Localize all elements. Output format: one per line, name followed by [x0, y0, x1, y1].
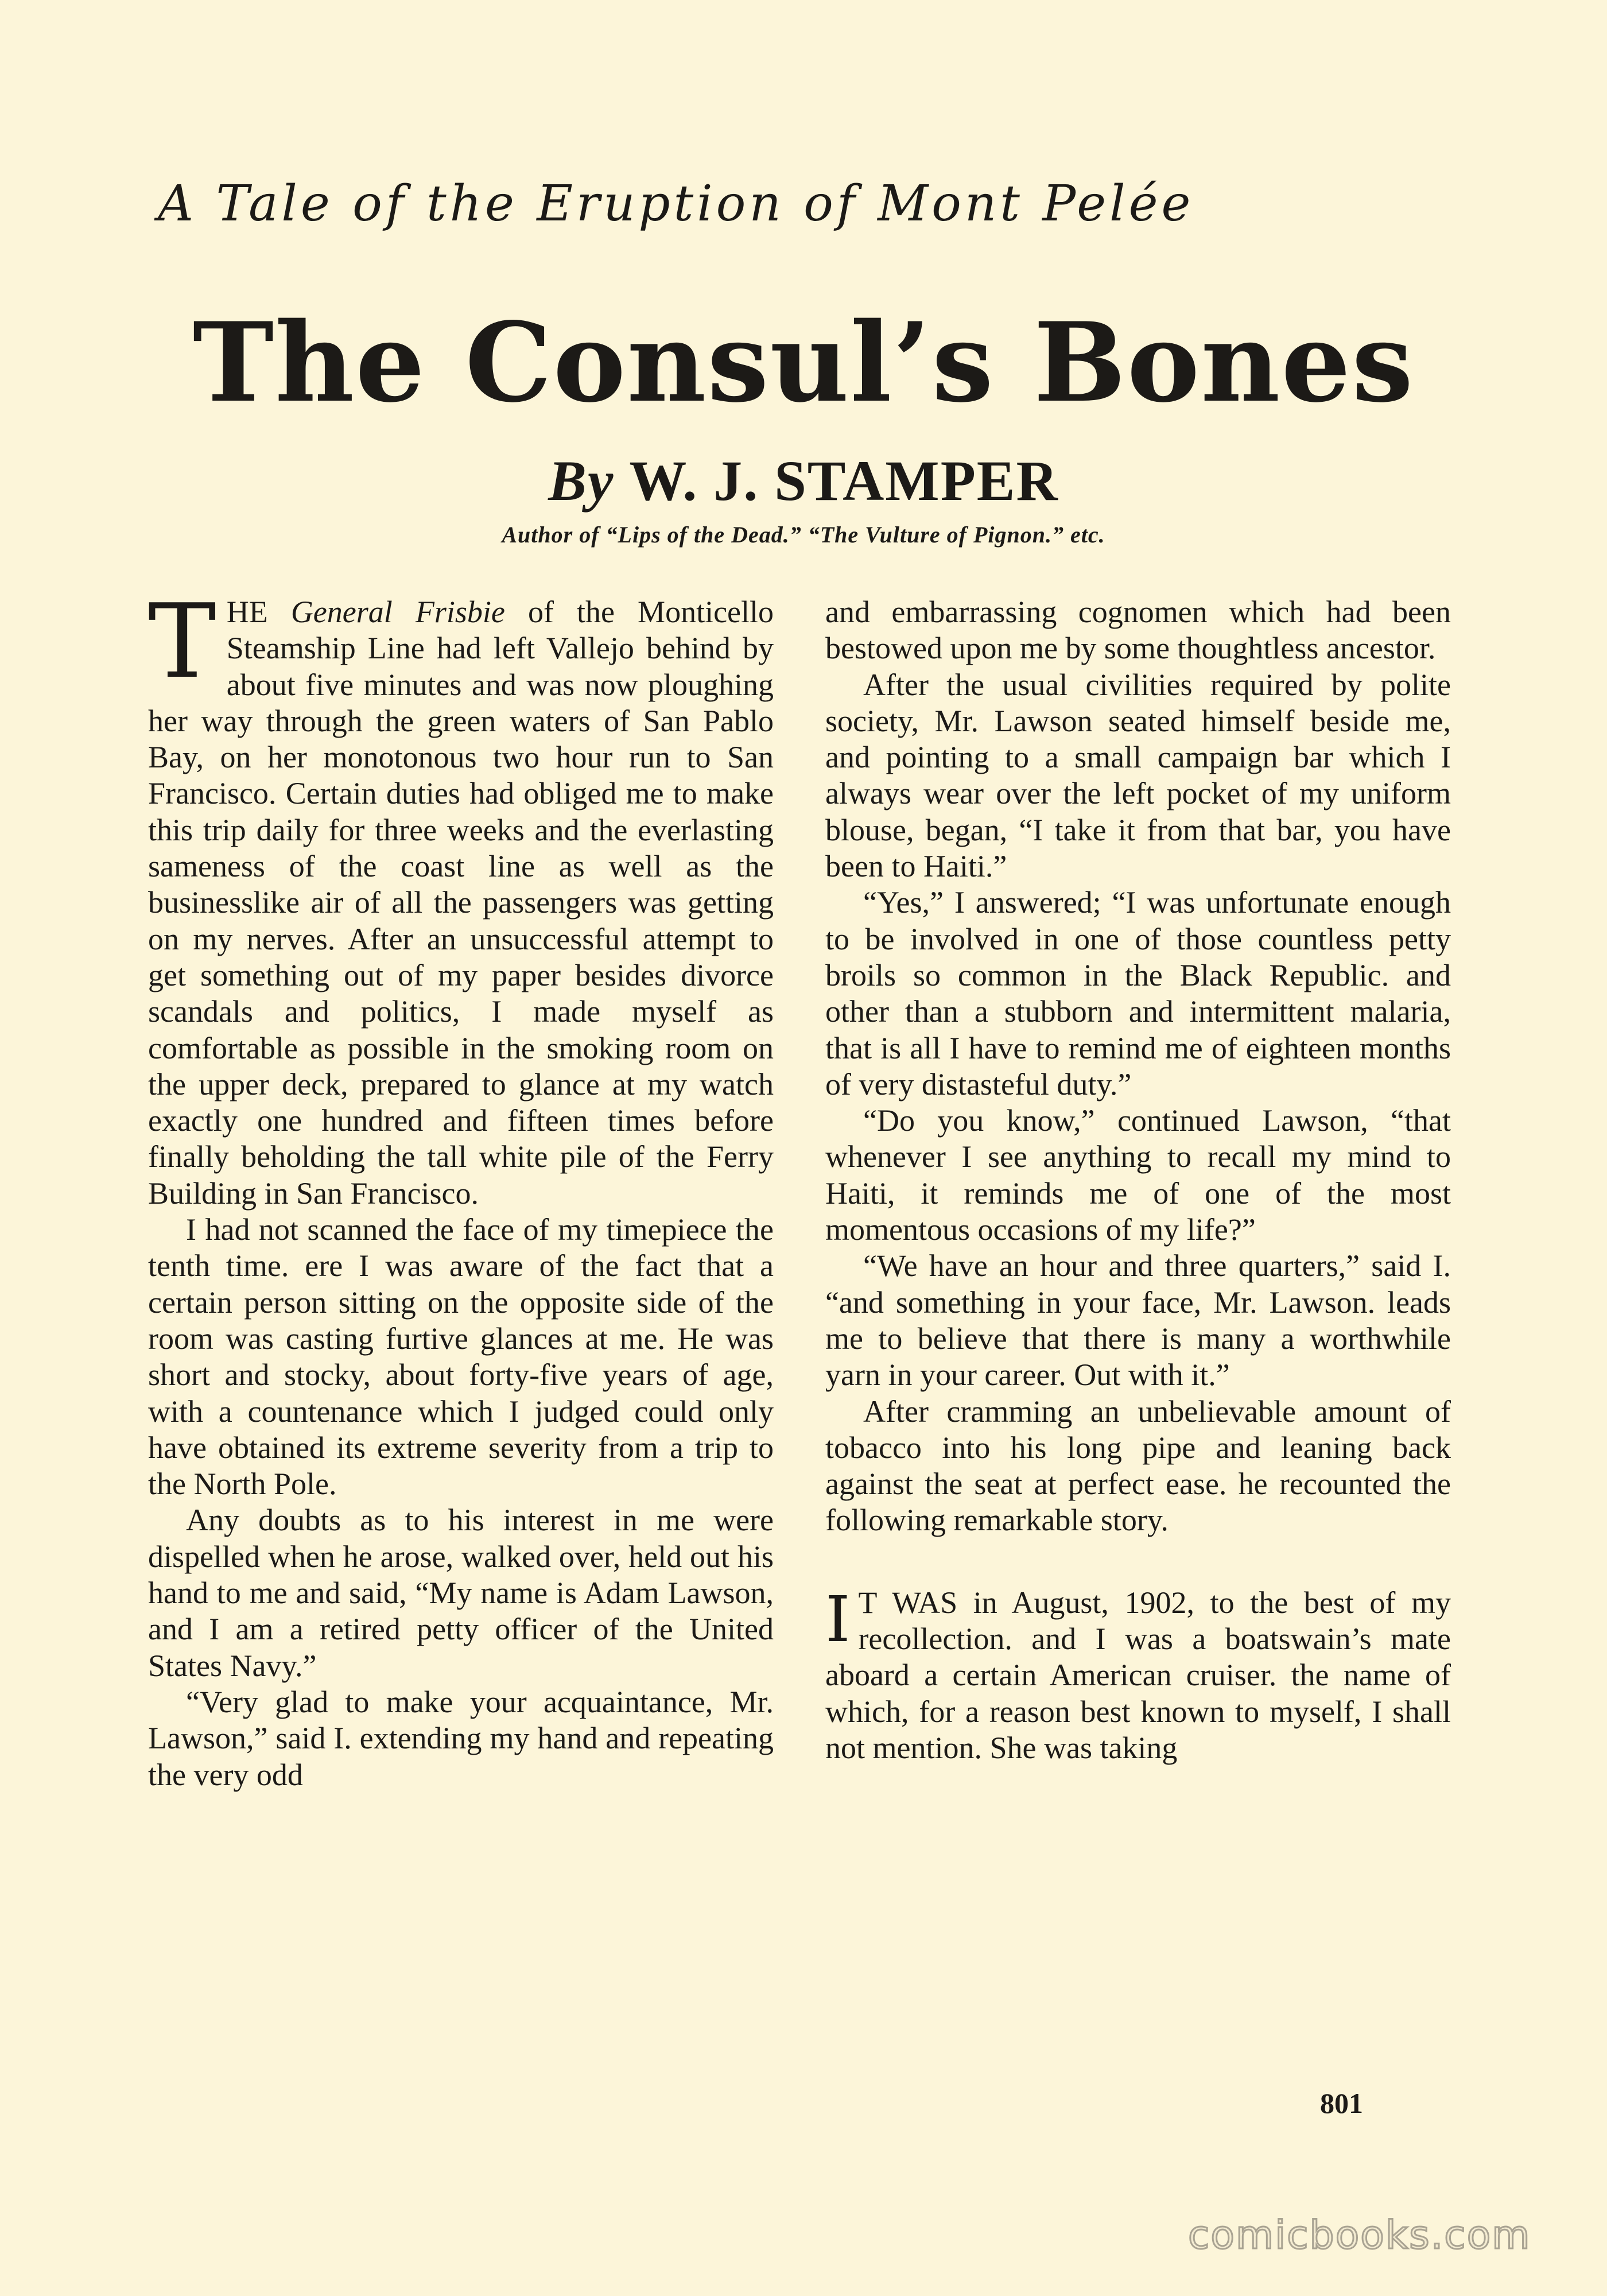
paragraph: “Very glad to make your acquaintance, Mr. Lawson,” said I. extending my hand and repeating the very odd: [148, 1684, 774, 1792]
ship-name: General Frisbie: [290, 595, 505, 629]
author-credits: Author of “Lips of the Dead.” “The Vulture of Pignon.” etc.: [502, 522, 1105, 548]
byline-author: W. J. STAMPER: [629, 449, 1059, 513]
paragraph: [148, 582, 774, 1212]
page-number: 801: [1320, 2087, 1363, 2119]
byline-prefix: By: [548, 449, 615, 513]
story-title: The Consul’s Bones: [192, 298, 1415, 426]
paragraph-text: of the Monticello Steamship Line had left Vallejo behind by about five minutes and was now ploughing her way through the green waters of San Pablo Bay, on her monotonous two hour run to San Francisco. Certain duties had obliged me to make this trip daily for three weeks and the everlasting sameness of the coast line as well as the businesslike air of all the passengers was getting on my nerves. After an unsuccessful attempt to get something out of my paper besides divorce scandals and politics, I made myself as comfortable as possible in the smoking room on the upper deck, prepared to glance at my watch exactly one hundred and fifteen times before finally beholding the tall white pile of the Ferry Building in San Francisco.: [148, 595, 774, 1211]
text-column-right: [825, 594, 1451, 1766]
paragraph: “Yes,” I answered; “I was unfortunate enough to be involved in one of those countless petty broils so common in the Black Republic. and other than a stubborn and intermittent malaria, that is all I have to remind me of eighteen months of very distasteful duty.”: [825, 885, 1451, 1102]
paragraph: Any doubts as to his interest in me were dispelled when he arose, walked over, held out his hand to me and said, “My name is Adam Lawson, and I am a retired petty officer of the United States Navy.”: [148, 1503, 774, 1683]
small-caps-lead: HE: [226, 595, 268, 629]
story-subtitle: A Tale of the Eruption of Mont Pelée: [158, 175, 1194, 232]
text-column-left: [148, 582, 774, 1793]
paragraph: “We have an hour and three quarters,” said I. “and something in your face, Mr. Lawson. leads me to believe that there is many a worthwhile yarn in your career. Out with it.”: [825, 1248, 1451, 1393]
paragraph: and embarrassing cognomen which had been bestowed upon me by some thoughtless ancestor.: [825, 595, 1451, 666]
paragraph: “Do you know,” continued Lawson, “that whenever I see anything to recall my mind to Haiti, it reminds me of one of the most momentous occasions of my life?”: [825, 1103, 1451, 1247]
small-caps-lead: T WAS: [858, 1585, 958, 1620]
drop-cap: I: [825, 1582, 851, 1656]
byline: [0, 448, 1607, 514]
drop-cap: T: [148, 582, 216, 701]
site-watermark: comicbooks.com: [1188, 2213, 1531, 2258]
paragraph: After cramming an unbelievable amount of tobacco into his long pipe and leaning back against the seat at perfect ease. he recounted the following remarkable story.: [825, 1394, 1451, 1538]
paragraph: After the usual civilities required by polite society, Mr. Lawson seated himself beside me, and pointing to a small campaign bar which I always wear over the left pocket of my uniform blouse, began, “I take it from that bar, you have been to Haiti.”: [825, 667, 1451, 884]
paragraph: [825, 1582, 1451, 1766]
paragraph-text: in August, 1902, to the best of my recollection. and I was a boatswain’s mate aboard a certain American cruiser. the name of which, for a reason best known to myself, I shall not mention. She was taking: [825, 1585, 1451, 1765]
paragraph: I had not scanned the face of my timepiece the tenth time. ere I was aware of the fact that a certain person sitting on the opposite side of the room was casting furtive glances at me. He was short and stocky, about forty-five years of age, with a countenance which I judged could only have obtained its extreme severity from a trip to the North Pole.: [148, 1212, 774, 1502]
